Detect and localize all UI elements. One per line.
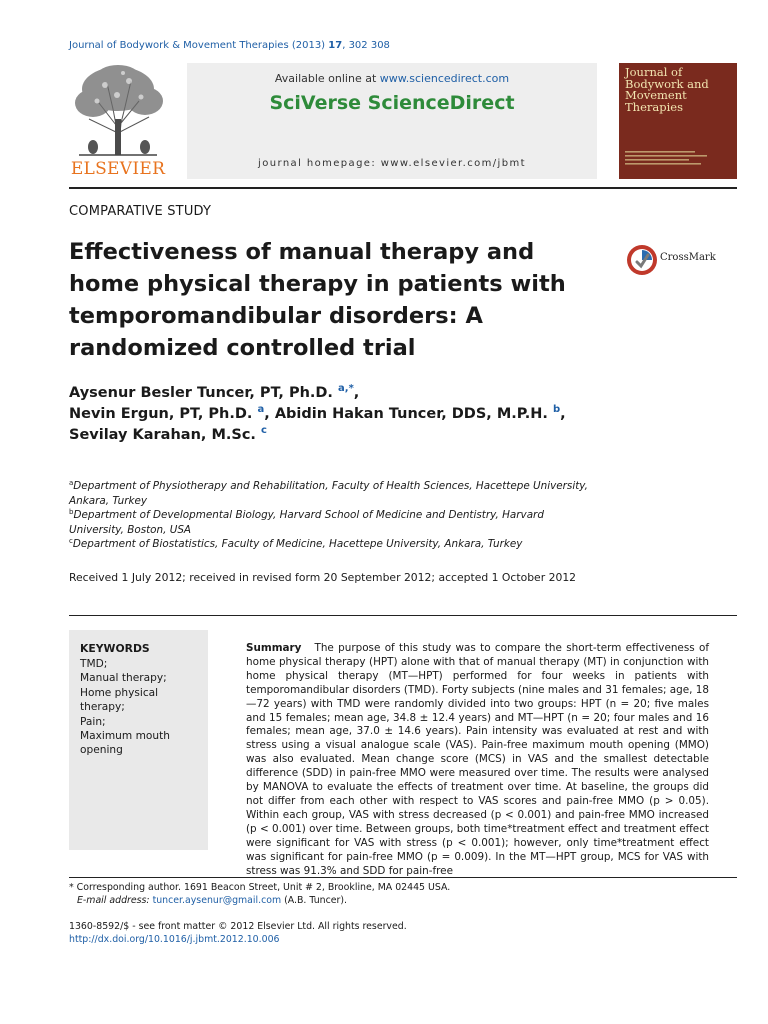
crossmark-icon xyxy=(626,244,658,276)
elsevier-wordmark[interactable]: ELSEVIER xyxy=(70,159,166,179)
running-head-pages[interactable]: 302 308 xyxy=(348,40,390,51)
abstract-summary xyxy=(246,642,709,878)
author-3-name: Abidin Hakan Tuncer, DDS, M.P.H. xyxy=(274,406,548,422)
author-3-sep: , xyxy=(560,406,566,422)
author-1-affil-ref[interactable]: a,* xyxy=(338,383,354,394)
email-line xyxy=(69,894,709,907)
author-4 xyxy=(69,427,267,443)
affiliation-b xyxy=(69,508,589,537)
journal-cover-thumbnail[interactable] xyxy=(619,63,737,179)
running-head-journal[interactable]: Journal of Bodywork & Movement Therapies (2013) xyxy=(69,40,326,51)
keyword-item: Pain; xyxy=(80,715,106,728)
author-2-sep: , xyxy=(264,406,270,422)
running-head-volume[interactable]: 17 xyxy=(328,40,343,51)
email-link[interactable]: tuncer.aysenur@gmail.com xyxy=(152,895,282,907)
sciverse-sciencedirect-wordmark[interactable]: SciVerse ScienceDirect xyxy=(269,92,515,114)
journal-cover-title: Journal of Bodywork and Movement Therapies xyxy=(625,65,709,114)
keyword-item: Maximum mouth opening xyxy=(80,730,170,757)
journal-homepage[interactable]: journal homepage: www.elsevier.com/jbmt xyxy=(258,158,526,169)
affiliation-c-text: Department of Biostatistics, Faculty of Medicine, Hacettepe University, Ankara, Turkey xyxy=(72,538,523,551)
author-3 xyxy=(275,406,566,422)
cover-fine-print-graphic xyxy=(625,151,715,169)
affiliation-b-key: b xyxy=(69,508,74,517)
author-4-name: Sevilay Karahan, M.Sc. xyxy=(69,427,256,443)
footnote-rule xyxy=(69,877,737,878)
affiliation-c-key: c xyxy=(69,537,73,546)
crossmark-label: CrossMark xyxy=(660,252,716,263)
keywords-heading: KEYWORDS xyxy=(80,642,150,655)
abstract-top-rule xyxy=(69,615,737,616)
affiliation-a-key: a xyxy=(69,479,74,487)
affiliation-b-text: Department of Developmental Biology, Harvard School of Medicine and Dentistry, Harvard University, Boston, USA xyxy=(69,509,544,536)
article-title: Effectiveness of manual therapy and home physical therapy in patients with temporomandibular disorders: A randomized controlled trial xyxy=(69,239,566,361)
issn-copyright: 1360-8592/$ - see front matter © 2012 Elsevier Ltd. All rights reserved. xyxy=(69,921,407,932)
journal-header xyxy=(69,63,737,185)
corresponding-address: * Corresponding author. 1691 Beacon Street, Unit # 2, Brookline, MA 02445 USA. xyxy=(69,882,451,893)
running-head[interactable]: Journal of Bodywork & Movement Therapies (2013) 17, 302 308 xyxy=(69,40,390,51)
author-4-affil-ref[interactable]: c xyxy=(261,425,267,436)
author-list xyxy=(69,383,589,446)
available-prefix: Available online at xyxy=(274,72,377,85)
copyright-block xyxy=(69,920,709,947)
crossmark-badge[interactable] xyxy=(626,244,724,274)
affiliation-c xyxy=(69,537,589,552)
author-2-name: Nevin Ergun, PT, Ph.D. xyxy=(69,406,253,422)
doi-link[interactable]: http://dx.doi.org/10.1016/j.jbmt.2012.10.006 xyxy=(69,934,280,946)
author-1 xyxy=(69,385,359,401)
author-2 xyxy=(69,406,270,422)
keywords-list xyxy=(80,657,204,758)
affiliation-a xyxy=(69,479,589,508)
affiliation-list xyxy=(69,479,589,552)
summary-lead: Summary xyxy=(246,642,302,654)
author-2-affil-ref[interactable]: a xyxy=(257,404,265,415)
keyword-item: Manual therapy; xyxy=(80,672,167,685)
article-type: COMPARATIVE STUDY xyxy=(69,204,212,219)
keyword-item: TMD; xyxy=(80,658,108,670)
header-divider xyxy=(69,187,737,189)
elsevier-tree-logo[interactable] xyxy=(69,63,167,157)
author-1-sep: , xyxy=(353,385,360,401)
keyword-item: Home physical therapy; xyxy=(80,686,159,714)
email-label: E-mail address: xyxy=(77,895,150,907)
author-3-affil-ref[interactable]: b xyxy=(552,404,561,415)
affiliation-a-text: Department of Physiotherapy and Rehabilitation, Faculty of Health Sciences, Hacettepe University, Ankara, Turkey xyxy=(69,480,588,507)
corresponding-author-footnote xyxy=(69,881,709,908)
available-online-line xyxy=(187,72,597,85)
sciencedirect-link[interactable]: www.sciencedirect.com xyxy=(379,72,510,85)
email-owner: (A.B. Tuncer). xyxy=(284,895,347,907)
keywords-panel xyxy=(69,630,208,850)
author-1-name: Aysenur Besler Tuncer, PT, Ph.D. xyxy=(69,385,333,401)
article-history-dates: Received 1 July 2012; received in revised form 20 September 2012; accepted 1 October 2012 xyxy=(69,571,577,584)
sciencedirect-box xyxy=(187,63,597,179)
summary-text: The purpose of this study was to compare the short-term effectiveness of home physical therapy (HPT) alone with that of manual therapy (MT) in conjunction with home physical therapy (MT—HPT) performed for four weeks in patients with temporomandibular disorders (TMD). Forty subjects (nine males and 31 females; age, 18—72 years) with TMD were randomly divided into two groups: HPT (n = 20; five males and 15 females; mean age, 34.8 ± 12.4 years) and MT—HPT (n = 20; four males and 16 females; mean age, 37.0 ± 14.6 years). Pain intensity was evaluated at rest and with stress using a visual analogue scale (VAS). Pain-free maximum mouth opening (MMO) was also evaluated. Mean change score (MCS) in VAS and the smallest detectable difference (SDD) in pain-free MMO were measured over time. The results were analysed by MANOVA to evaluate the effects of treatment over time. At baseline, the groups did not differ from each other with respect to VAS scores and pain-free MMO (p > 0.05). Within each group, VAS with stress decreased (p < 0.001) and pain-free MMO increased (p < 0.001) over time. Between groups, both time*treatment effect and treatment effect were significant for VAS with stress (p < 0.001); however, only time*treatment effect was significant for pain-free MMO (p = 0.009). In the MT—HPT group, MCS for VAS with stress was 91.3% and SDD for pain-free xyxy=(246,642,710,877)
